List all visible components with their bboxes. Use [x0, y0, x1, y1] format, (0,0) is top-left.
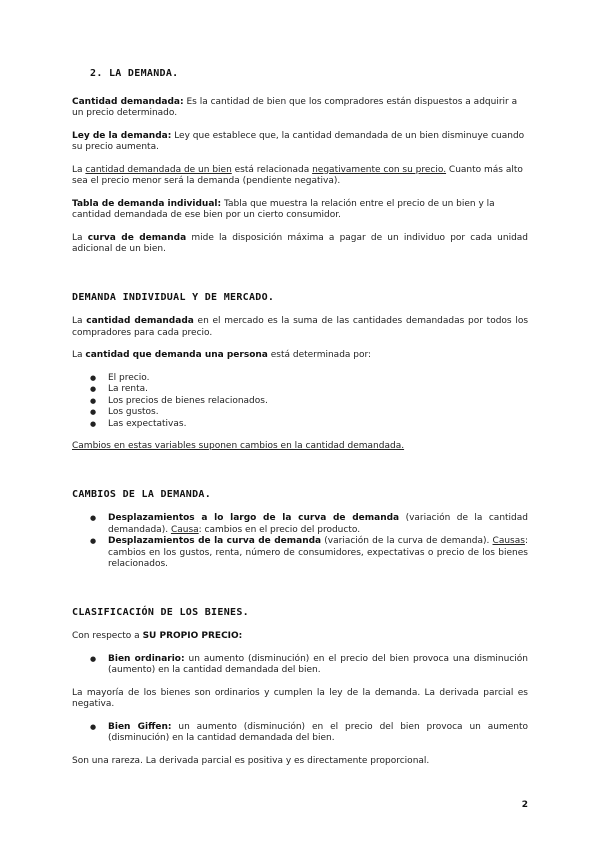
determinants-list: [72, 373, 528, 431]
definition-cantidad-demandada: [72, 97, 528, 120]
definition-text: Es la cantidad de bien que los compradores están dispuestos a adquirir a un precio determinado.: [72, 96, 518, 118]
text-run: un aumento (disminución) en el precio del bien provoca una disminución (aumento) en la cantidad demandada del bien.: [108, 653, 528, 675]
text-run: (variación de la cantidad demandada).: [108, 513, 528, 535]
underlined-text: cantidad demandada de un bien: [85, 164, 232, 175]
text-run: : cambios en los gustos, renta, número de consumidores, expectativas o precio de los bienes relacionados.: [108, 536, 528, 569]
bold-text: SU PROPIO PRECIO:: [142, 631, 243, 641]
list-item: [72, 536, 528, 571]
paragraph-intro-precio: [72, 631, 528, 643]
list-item: ● La renta.: [72, 384, 528, 396]
underlined-text: negativamente con su precio.: [312, 164, 447, 175]
text-run: está relacionada: [231, 164, 313, 175]
bold-text: Bien Giffen:: [108, 721, 172, 732]
text-run: está determinada por:: [267, 350, 372, 360]
list-item: [72, 513, 528, 536]
section-title-clasificacion: CLASIFICACIÓN DE LOS BIENES.: [72, 606, 249, 618]
text-run: La: [72, 316, 87, 326]
section-title-individual: DEMANDA INDIVIDUAL Y DE MERCADO.: [72, 291, 275, 303]
list-item: ● Los precios de bienes relacionados.: [72, 396, 528, 408]
list-item: ● Los gustos.: [72, 407, 528, 419]
text-run: La: [72, 164, 86, 175]
term-label: Cantidad demandada:: [72, 96, 184, 107]
list-item: [72, 654, 528, 677]
text-run: La: [72, 232, 88, 243]
bold-text: curva de demanda: [87, 232, 187, 243]
paragraph-cantidad-mercado: [72, 316, 528, 339]
list-item: ● Las expectativas.: [72, 419, 528, 431]
paragraph-curva-demanda: [72, 233, 528, 256]
definition-text: Ley que establece que, la cantidad demandada de un bien disminuye cuando su precio aumenta.: [72, 130, 525, 152]
note-cambios: [72, 441, 528, 453]
list-item: ● El precio.: [72, 373, 528, 385]
bold-text: cantidad demandada: [86, 316, 194, 326]
underlined-text: Causa: [170, 524, 199, 535]
definition-tabla-demanda: [72, 199, 528, 222]
text-run: La: [72, 350, 86, 360]
paragraph-determinantes: [72, 350, 528, 362]
paragraph-relacion-precio: [72, 165, 528, 188]
definition-text: Tabla que muestra la relación entre el precio de un bien y la cantidad demandada de ese bien por un cierto consumidor.: [72, 198, 495, 220]
text-run: : cambios en el precio del producto.: [198, 524, 361, 535]
definition-ley-demanda: [72, 131, 528, 154]
bold-text: Bien ordinario:: [108, 653, 185, 664]
section-title-demanda: 2. LA DEMANDA.: [90, 68, 179, 79]
paragraph-giffen-rareza: Son una rareza. La derivada parcial es positiva y es directamente proporcional.: [72, 755, 430, 766]
term-label: Ley de la demanda:: [72, 130, 172, 141]
text-run: en el mercado es la suma de las cantidades demandadas por todos los compradores para cada precio.: [72, 316, 529, 338]
bien-giffen-list: [72, 722, 528, 745]
underlined-text: Causas: [492, 536, 525, 546]
section-title-cambios: CAMBIOS DE LA DEMANDA.: [72, 488, 212, 500]
text-run: Con respecto a: [72, 631, 143, 641]
bold-text: Desplazamientos a lo largo de la curva de demanda: [108, 513, 400, 523]
text-run: mide la disposición máxima a pagar de un individuo por cada unidad adicional de un bien.: [72, 232, 529, 254]
bold-text: cantidad que demanda una persona: [85, 350, 268, 360]
term-label: Tabla de demanda individual:: [72, 198, 222, 209]
text-run: (variación de la curva de demanda).: [321, 536, 493, 546]
underlined-text: Cambios en estas variables suponen cambios en la cantidad demandada.: [72, 441, 405, 451]
paragraph-ordinarios: La mayoría de los bienes son ordinarios y cumplen la ley de la demanda. La derivada parcial es negativa.: [72, 687, 528, 709]
text-run: un aumento (disminución) en el precio del bien provoca un aumento (disminución) en la cantidad demandada del bien.: [108, 721, 528, 743]
page-number: 2: [521, 800, 528, 810]
bien-ordinario-list: [72, 654, 528, 677]
text-run: Cuanto más alto sea el precio menor será la demanda (pendiente negativa).: [72, 164, 523, 186]
bold-text: Desplazamientos de la curva de demanda: [108, 536, 322, 546]
cambios-list: [72, 513, 528, 571]
list-item: [72, 722, 528, 745]
